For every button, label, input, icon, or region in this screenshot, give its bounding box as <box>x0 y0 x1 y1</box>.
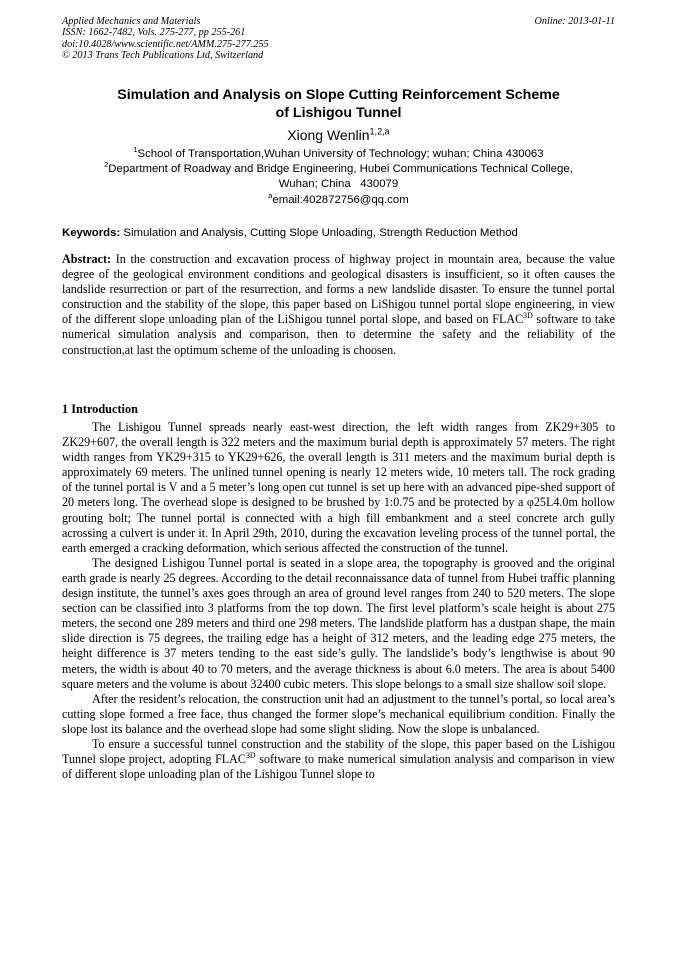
affiliation-2-sup: 2 <box>104 160 109 170</box>
affiliation-2: $^2$Department of Roadway and Bridge Engineering, Hubei Communications Technical College, <box>104 160 573 176</box>
online-date: Online: 2013-01-11 <box>534 16 615 27</box>
paragraph: After the resident’s relocation, the construction unit had an adjustment to the tunnel’s portal, so local area’s cutting slope formed a free face, thus changed the former slope’s mechanical equilibrium condition. Finally the slope lost its balance and the overhead slope had some slight sliding. Now the slope is unbalanced. <box>62 691 615 736</box>
copyright: © 2013 Trans Tech Publications Ltd, Switzerland <box>62 50 264 62</box>
author-superscript: 1,2,a <box>369 126 390 137</box>
affiliations <box>62 147 615 208</box>
paragraph: To ensure a successful tunnel construction and the stability of the slope, this paper based on the Lishigou Tunnel slope project, adopting $FLAC^{3D}$ software to make numerical simulation analysis and comparison in view of different slope unloading plan of the Lishigou Tunnel slope to <box>62 736 615 782</box>
paper-title <box>62 87 615 122</box>
paragraph: The Lishigou Tunnel spreads nearly east-west direction, the left width ranges from ZK29+305 to ZK29+607, the overall length is 322 meters and the maximum burial depth is approximately 57 meters. The right width ranges from YK29+315 to YK29+626, the overall length is 311 meters and the maximum burial depth is approximately 69 meters. The unlined tunnel opening is nearly 12 meters wide, 10 meters tall. The rock grading of the tunnel portal is V and a 5 meter’s long open cut tunnel is set up here with an advanced pipe-shed support of 20 meters long. The overhead slope is designed to be brushed by 1:0.75 and be protected by a φ25L4.0m hollow grouting bolt; The tunnel portal is connected with a high fill embankment and a steel concrete arch gully acrossing a culvert is under it. In April 29th, 2010, during the excavation leveling process of the tunnel portal, the earth emerged a cracking deformation, which serious affected the construction of the tunnel. <box>62 420 615 555</box>
affiliation-1-sup: 1 <box>133 145 138 155</box>
body-text <box>62 420 615 782</box>
email: $^a$email:402872756@qq.com <box>268 190 409 206</box>
journal-header <box>62 16 615 62</box>
email-sup: a <box>268 190 273 200</box>
affiliation-2-line-2: Wuhan; China 430079 <box>278 178 399 191</box>
section-heading: 1 Introduction <box>62 402 138 416</box>
affiliation-1: $^1$School of Transportation,Wuhan University of Technology; wuhan; China 430063 <box>133 145 544 160</box>
title-line-1: Simulation and Analysis on Slope Cutting Reinforcement Scheme <box>117 87 560 103</box>
author <box>62 127 615 144</box>
author-name: Xiong Wenlin <box>287 127 370 143</box>
paragraph: The designed Lishigou Tunnel portal is seated in a slope area, the topography is grooved and the original earth grade is nearly 25 degrees. According to the detail reconnaissance data of tunnel from Hubei traffic planning design institute, the tunnel’s axes goes through an area of ground level ranges from 240 to 520 meters. The slope section can be classified into 3 platforms from the top down. The first level platform’s scale height is about 275 meters, the second one 289 meters and third one 298 meters. The landslide platform has a dustpan shape, the main slide direction is 75 degrees, the trailing edge has a height of 312 meters, and the leading edge 275 meters, the height difference is 37 meters tending to the east side’s gully. The landslide’s body’s lengthwise is about 90 meters, the width is about 40 to 70 meters, and the average thickness is about 6.0 meters. The area is about 5400 square meters and the volume is about 32400 cubic meters. This slope belongs to a small size shallow soil slope. <box>62 555 615 691</box>
journal-name: Applied Mechanics and Materials <box>62 16 201 27</box>
abstract: Abstract: In the construction and excavation process of highway project in mountain area, because the value degree of the geological environment conditions and geological disasters is insufficient, so it often causes the landslide resurrection or part of the resurrection, and forms a new landslide disaster. To ensure the tunnel portal construction and the stability of the slope, this paper based on LiShigou tunnel portal slope engineering, in view of the different slope unloading plan of the LiShigou tunnel portal slope, and based on $FLAC^{3D}$ software to take numerical simulation analysis and comparison, then to determine the safety and the reliability of the construction,at last the optimum scheme of the unloading is choosen. <box>62 252 615 357</box>
keywords-label: Keywords: <box>62 227 121 239</box>
title-line-2: of Lishigou Tunnel <box>275 104 402 121</box>
keywords-text: Simulation and Analysis, Cutting Slope Unloading, Strength Reduction Method <box>120 227 518 239</box>
doi: doi:10.4028/www.scientific.net/AMM.275-277.255 <box>62 38 269 50</box>
keywords <box>62 226 615 240</box>
abstract-label: Abstract: <box>62 252 112 266</box>
issn: ISSN: 1662-7482, Vols. 275-277, pp 255-261 <box>62 27 246 39</box>
